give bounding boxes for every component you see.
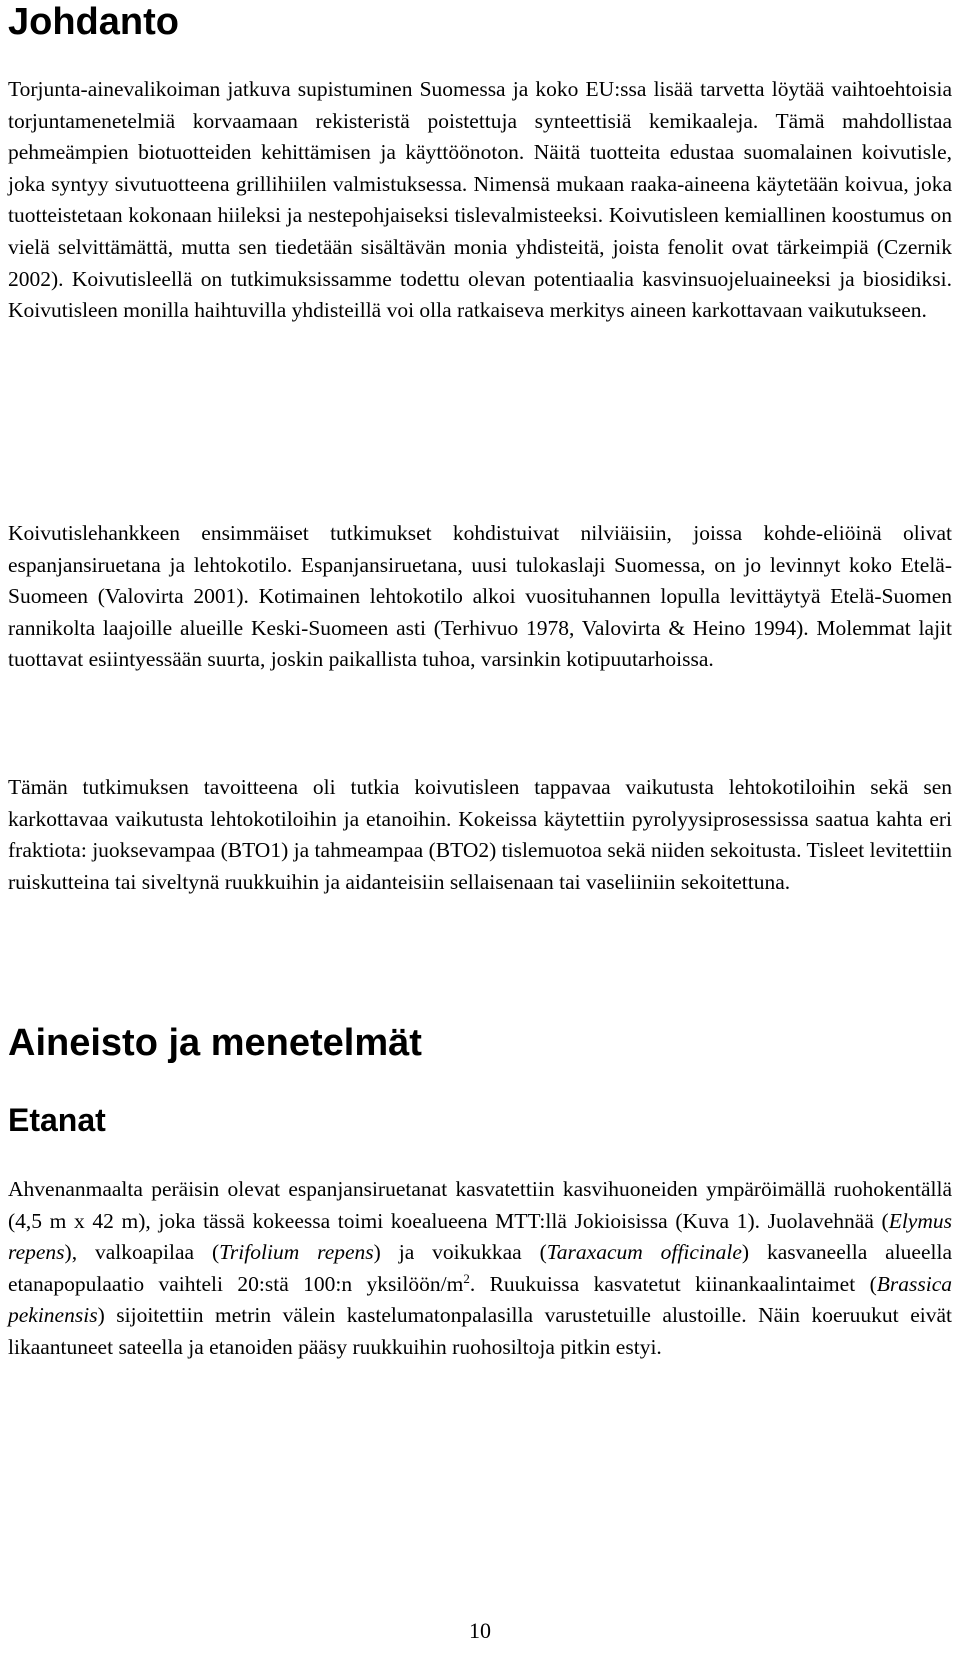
superscript: 2 (463, 1270, 470, 1286)
text-run: ) kasvaneella alueella etanapopulaatio vaihteli 20:stä 100:n yksilöön/m (8, 1240, 952, 1296)
species-name: Trifolium repens (219, 1240, 374, 1265)
species-name: Brassica pekinensis (8, 1271, 952, 1328)
intro-paragraph-2: Koivutislehankkeen ensimmäiset tutkimukset kohdistuivat nilviäisiin, joissa kohde-eliöinä olivat espanjansiruetana ja lehtokotilo. Espanjansiruetana, uusi tulokaslaji Suomessa, on jo levinnyt koko Etelä-Suomeen (Valovirta 2001). Kotimainen lehtokotilo alkoi vuosituhannen lopulla levittäytyä Etelä-Suomen rannikolta laajoille alueille Keski-Suomeen asti (Terhivuo 1978, Valovirta & Heino 1994). Molemmat lajit tuottavat esiintyessään suurta, joskin paikallista tuhoa, varsinkin kotipuutarhoissa. (8, 521, 952, 672)
snails-paragraph (8, 1174, 952, 1364)
page-number: 10 (469, 1618, 491, 1643)
intro-paragraph-1: Torjunta-ainevalikoiman jatkuva supistuminen Suomessa ja koko EU:ssa lisää tarvetta löytää vaihtoehtoisia torjuntamenetelmiä korvaamaan rekisteristä poistettuja synteettisiä kemikaaleja. Tämä mahdollistaa pehmeämpien biotuotteiden kehittämisen ja käyttöönoton. Näitä tuotteita edustaa suomalainen koivutisle, joka syntyy sivutuotteena grillihiilen valmistuksessa. Nimensä mukaan raaka-aineena käytetään koivua, joka tuotteistetaan kokonaan hiileksi ja nestepohjaiseksi tislevalmisteeksi. Koivutisleen kemiallinen koostumus on vielä selvittämättä, mutta sen tiedetään sisältävän monia yhdisteitä, joista fenolit ovat tärkeimpiä (Czernik 2002). Koivutisleellä on tutkimuksissamme todettu olevan potentiaalia kasvinsuojeluaineeksi ja biosidiksi. Koivutisleen monilla haihtuvilla yhdisteillä voi olla ratkaiseva merkitys aineen karkottavaan vaikutukseen. (8, 77, 952, 323)
text-run: Ahvenanmaalta peräisin olevat espanjansiruetanat kasvatettiin kasvihuoneiden ympäröimällä ruohokentällä (4,5 m x 42 m), joka tässä kokeessa toimi koealueena MTT:llä Jokioisissa (Kuva 1). Juolavehnää ( (8, 1177, 952, 1233)
text-run: ), valkoapilaa ( (64, 1240, 220, 1265)
heading-etanat: Etanat (8, 1102, 106, 1138)
intro-paragraph-3: Tämän tutkimuksen tavoitteena oli tutkia koivutisleen tappavaa vaikutusta lehtokotiloihin sekä sen karkottavaa vaikutusta lehtokotiloihin ja etanoihin. Kokeissa käytettiin pyrolyysiprosessissa saatua kahta eri fraktiota: juoksevampaa (BTO1) ja tahmeampaa (BTO2) tislemuotoa sekä niiden sekoitusta. Tisleet levitettiin ruiskutteina tai siveltynä ruukkuihin ja aidanteisiin sellaisenaan tai vaseliiniin sekoitettuna. (8, 775, 952, 894)
text-run: ) sijoitettiin metrin välein kastelumatonpalasilla varustetuille alustoille. Näin koeruukut eivät likaantuneet sateella ja etanoiden pääsy ruukkuihin ruohosiltoja pitkin estyi. (8, 1303, 952, 1359)
species-name: Elymus repens (8, 1208, 952, 1265)
text-run: . Ruukuissa kasvatetut kiinankaalintaimet ( (469, 1271, 877, 1296)
species-name: Taraxacum officinale (546, 1240, 742, 1265)
text-run: ) ja voikukkaa ( (373, 1240, 547, 1265)
heading-johdanto: Johdanto (8, 1, 179, 43)
heading-aineisto-ja-menetelmat: Aineisto ja menetelmät (8, 1022, 422, 1064)
